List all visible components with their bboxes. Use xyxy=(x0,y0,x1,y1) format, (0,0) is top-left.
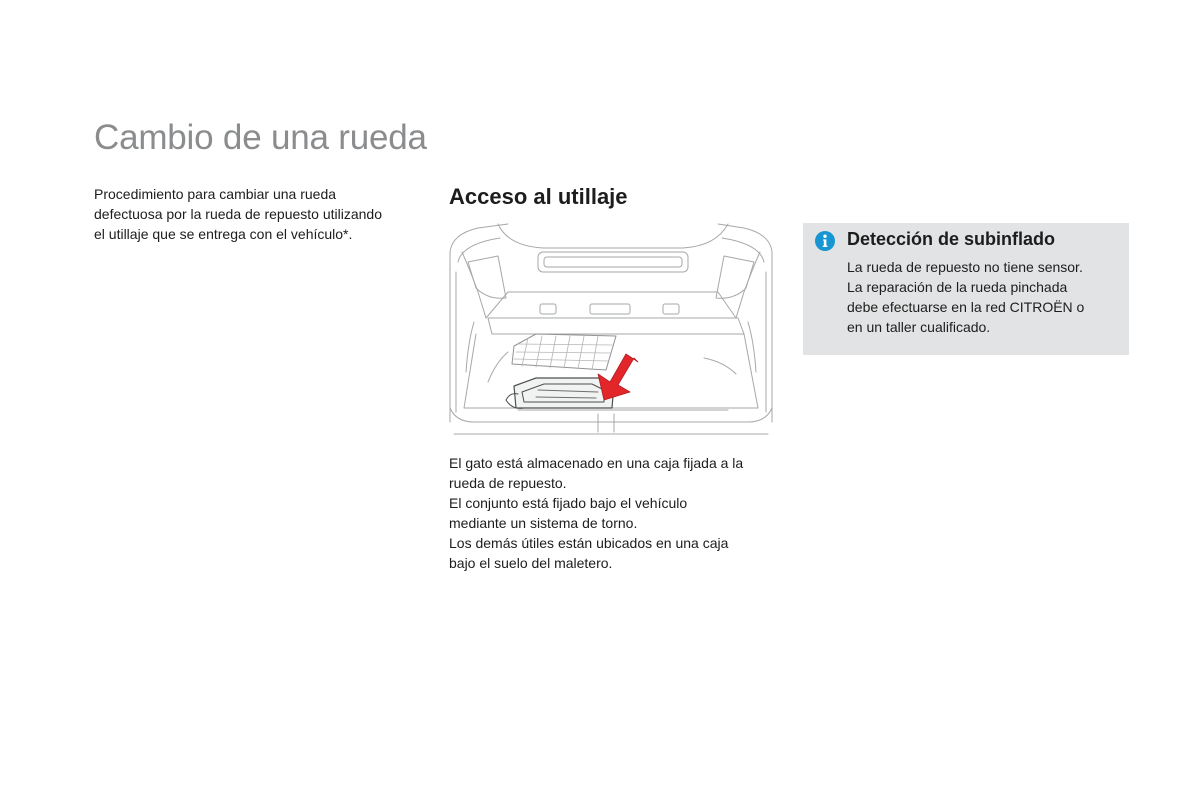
info-box xyxy=(803,223,1129,355)
intro-paragraph xyxy=(94,184,424,244)
info-text xyxy=(847,257,1119,337)
section-heading: Acceso al utillaje xyxy=(449,184,628,209)
info-icon xyxy=(815,231,835,251)
intro-line: el utillaje que se entrega con el vehículo*. xyxy=(94,226,353,242)
intro-line: Procedimiento para cambiar una rueda xyxy=(94,186,337,202)
info-heading: Detección de subinflado xyxy=(847,229,1056,249)
body-line: El gato está almacenado en una caja fijada a la xyxy=(449,455,744,471)
intro-line: defectuosa por la rueda de repuesto utilizando xyxy=(94,206,382,222)
body-line: El conjunto está fijado bajo el vehículo xyxy=(449,495,688,511)
body-line: mediante un sistema de torno. xyxy=(449,515,638,531)
info-line: La reparación de la rueda pinchada xyxy=(847,279,1068,295)
car-boot-illustration xyxy=(448,222,774,440)
body-line: rueda de repuesto. xyxy=(449,475,567,491)
page-title: Cambio de una rueda xyxy=(94,118,427,157)
body-line: Los demás útiles están ubicados en una caja xyxy=(449,535,729,551)
info-line: debe efectuarse en la red CITROËN o xyxy=(847,299,1085,315)
section-body xyxy=(449,453,779,573)
info-line: La rueda de repuesto no tiene sensor. xyxy=(847,259,1083,275)
body-line: bajo el suelo del maletero. xyxy=(449,555,613,571)
info-line: en un taller cualificado. xyxy=(847,319,991,335)
